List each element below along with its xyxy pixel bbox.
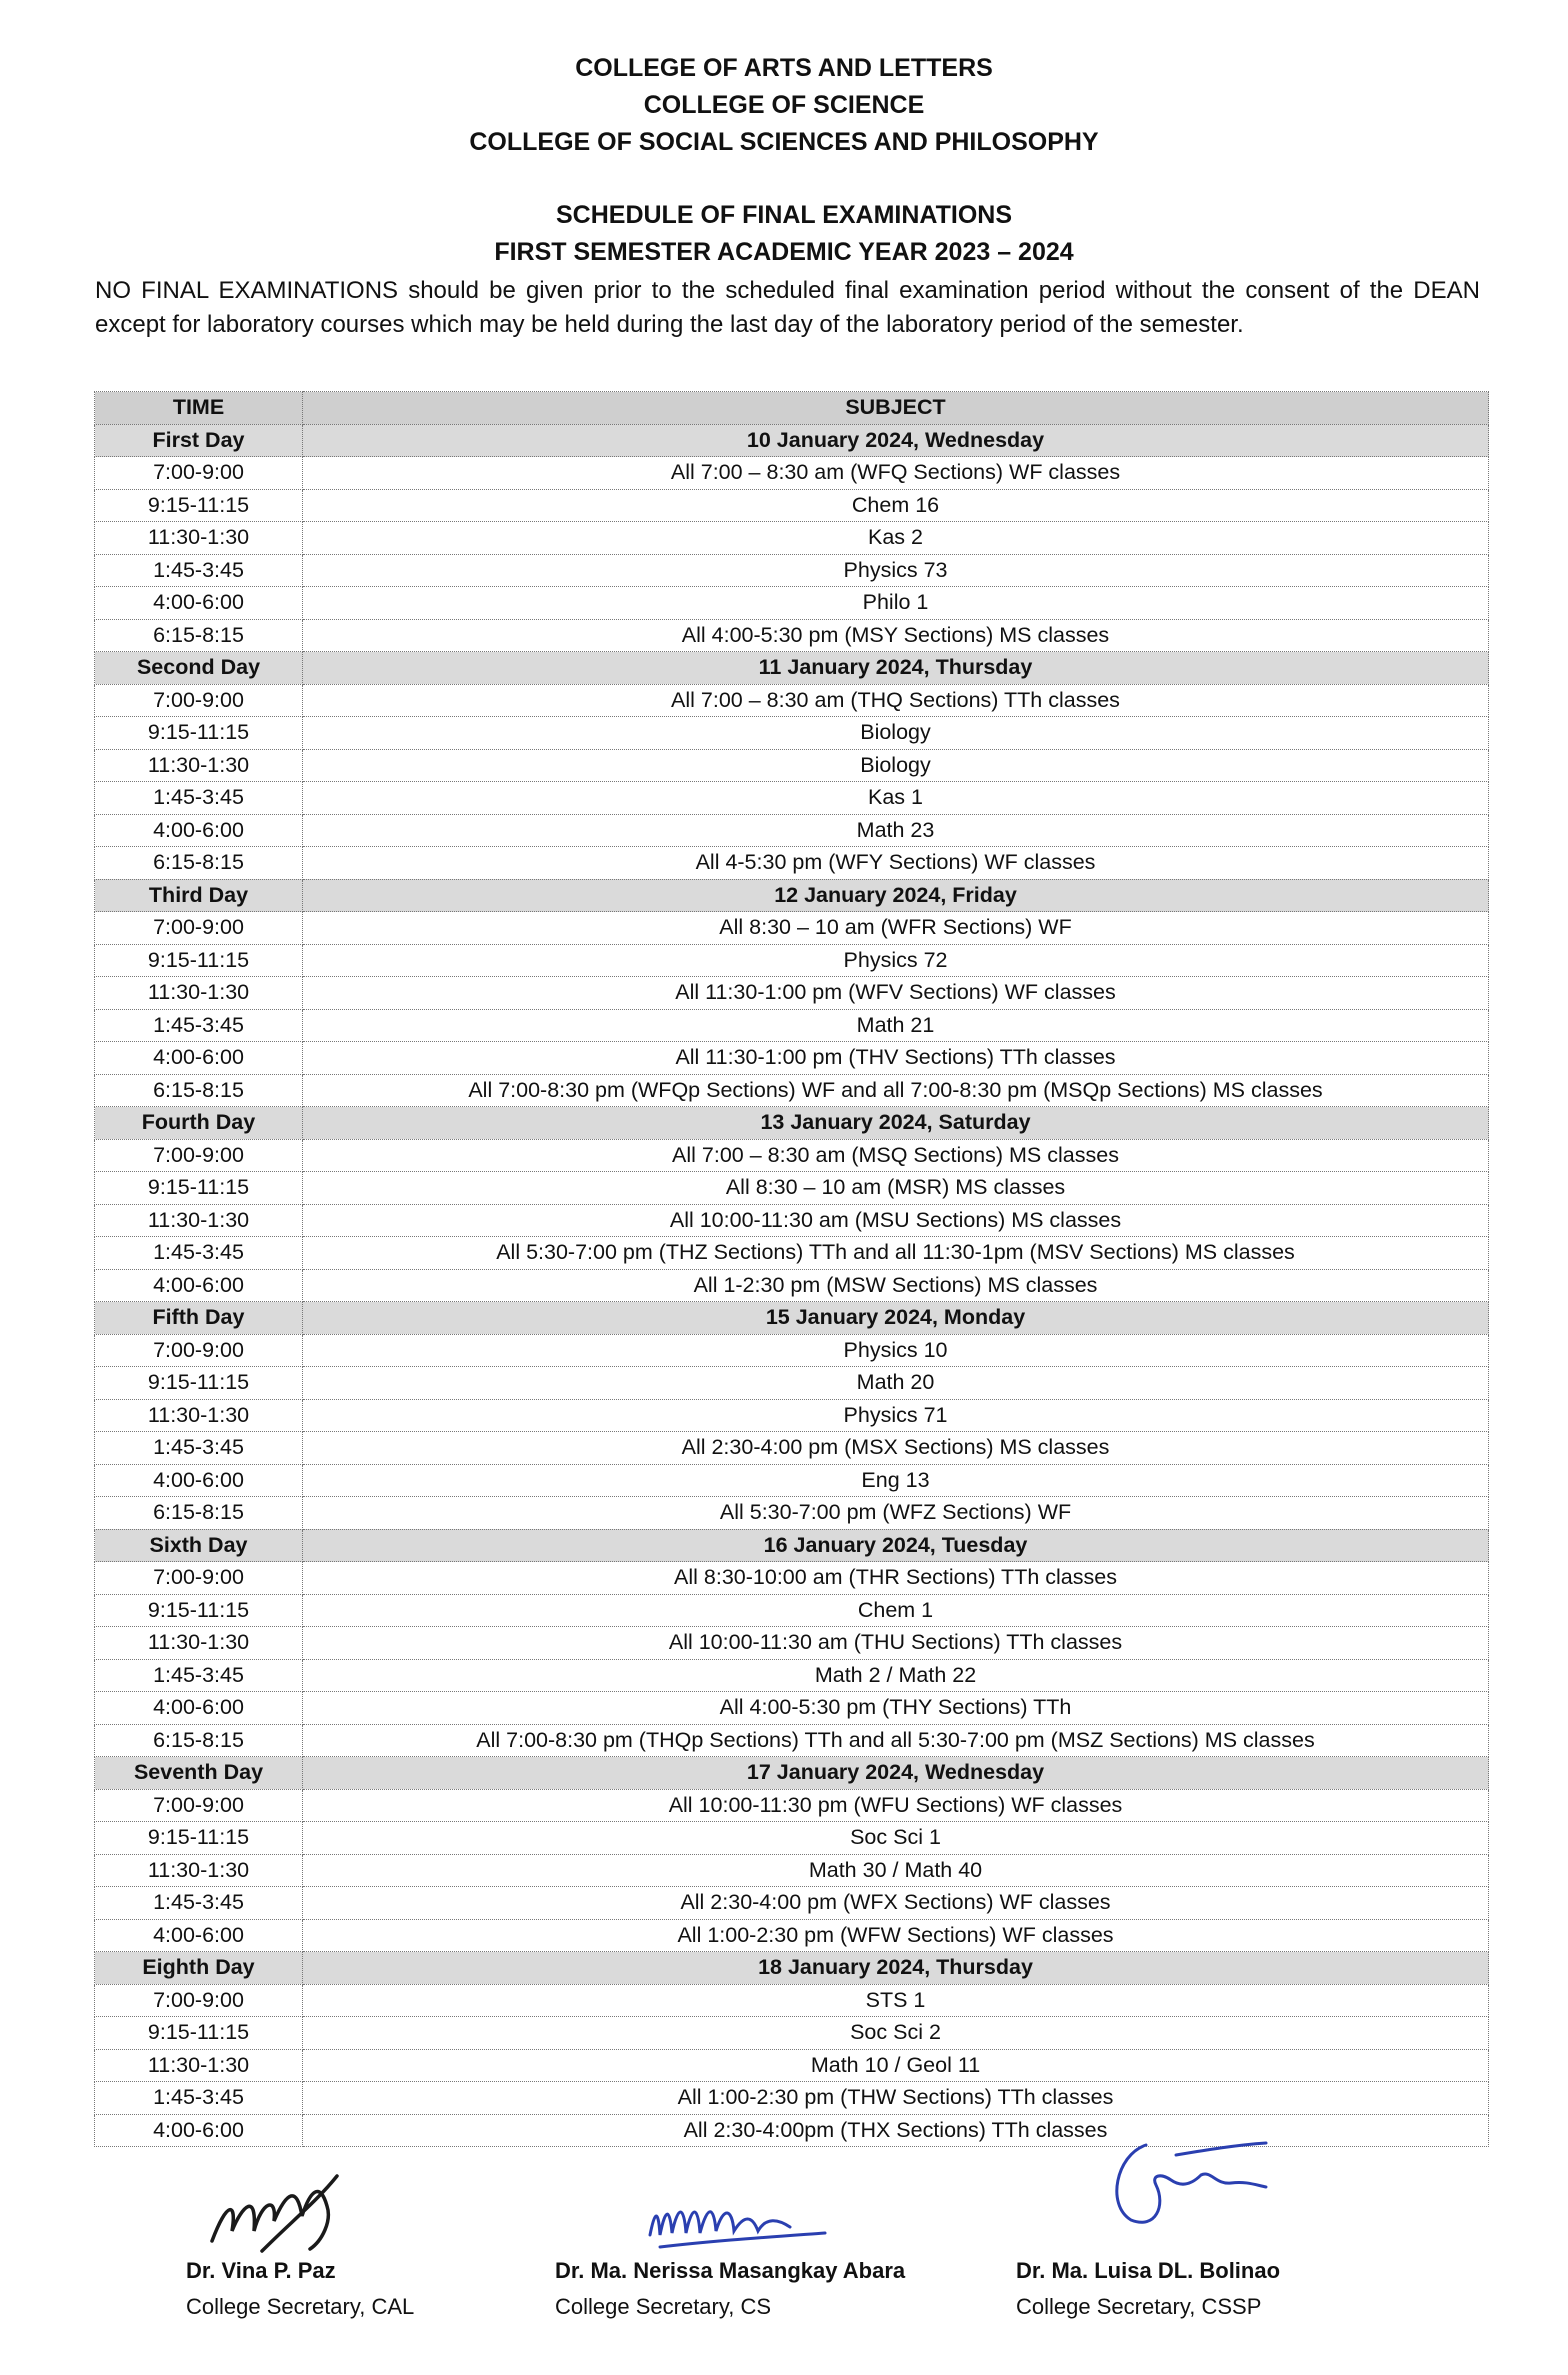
table-row <box>95 1692 1489 1725</box>
day-header-row <box>95 1302 1489 1335</box>
day-date: 16 January 2024, Tuesday <box>303 1529 1489 1562</box>
slot-subject: All 10:00-11:30 am (MSU Sections) MS classes <box>303 1204 1489 1237</box>
signature-cssp-image <box>1096 2125 1276 2245</box>
table-row <box>95 1594 1489 1627</box>
signatory-name: Dr. Vina P. Paz <box>186 2258 336 2283</box>
slot-subject: Soc Sci 1 <box>303 1822 1489 1855</box>
slot-time: 6:15-8:15 <box>95 1074 303 1107</box>
table-row <box>95 749 1489 782</box>
slot-subject: All 10:00-11:30 pm (WFU Sections) WF classes <box>303 1789 1489 1822</box>
table-row <box>95 1237 1489 1270</box>
table-row <box>95 1822 1489 1855</box>
table-row <box>95 684 1489 717</box>
slot-subject: Math 20 <box>303 1367 1489 1400</box>
table-row <box>95 1334 1489 1367</box>
slot-time: 7:00-9:00 <box>95 1139 303 1172</box>
table-row <box>95 1269 1489 1302</box>
slot-subject: All 4-5:30 pm (WFY Sections) WF classes <box>303 847 1489 880</box>
slot-time: 11:30-1:30 <box>95 749 303 782</box>
table-row <box>95 1042 1489 1075</box>
slot-subject: All 2:30-4:00 pm (MSX Sections) MS classes <box>303 1432 1489 1465</box>
table-row <box>95 1009 1489 1042</box>
slot-subject: Physics 10 <box>303 1334 1489 1367</box>
slot-time: 1:45-3:45 <box>95 1887 303 1920</box>
day-date: 17 January 2024, Wednesday <box>303 1757 1489 1790</box>
slot-time: 11:30-1:30 <box>95 1854 303 1887</box>
slot-subject: All 8:30 – 10 am (WFR Sections) WF <box>303 912 1489 945</box>
slot-time: 11:30-1:30 <box>95 522 303 555</box>
slot-time: 4:00-6:00 <box>95 1692 303 1725</box>
day-header-row <box>95 1529 1489 1562</box>
table-row <box>95 619 1489 652</box>
slot-subject: All 1-2:30 pm (MSW Sections) MS classes <box>303 1269 1489 1302</box>
slot-subject: Kas 1 <box>303 782 1489 815</box>
signatory-role: College Secretary, CAL <box>186 2294 415 2319</box>
signatory-name: Dr. Ma. Luisa DL. Bolinao <box>1016 2258 1281 2283</box>
slot-subject: Eng 13 <box>303 1464 1489 1497</box>
table-header-row <box>95 392 1489 425</box>
table-row <box>95 977 1489 1010</box>
exam-schedule-table <box>94 391 1489 2147</box>
subject-column-header: SUBJECT <box>303 392 1489 425</box>
schedule-body <box>95 424 1489 2147</box>
table-row <box>95 457 1489 490</box>
table-row <box>95 1399 1489 1432</box>
slot-time: 1:45-3:45 <box>95 554 303 587</box>
table-row <box>95 1074 1489 1107</box>
day-date: 13 January 2024, Saturday <box>303 1107 1489 1140</box>
slot-time: 6:15-8:15 <box>95 1497 303 1530</box>
college-name-1: COLLEGE OF ARTS AND LETTERS <box>575 54 993 82</box>
slot-subject: All 7:00-8:30 pm (WFQp Sections) WF and all 7:00-8:30 pm (MSQp Sections) MS classes <box>303 1074 1489 1107</box>
slot-time: 7:00-9:00 <box>95 1789 303 1822</box>
slot-time: 9:15-11:15 <box>95 1172 303 1205</box>
slot-subject: Math 21 <box>303 1009 1489 1042</box>
slot-subject: All 5:30-7:00 pm (WFZ Sections) WF <box>303 1497 1489 1530</box>
table-row <box>95 2114 1489 2147</box>
table-row <box>95 1139 1489 1172</box>
document-heading <box>0 50 1568 271</box>
slot-time: 11:30-1:30 <box>95 1204 303 1237</box>
slot-subject: Biology <box>303 717 1489 750</box>
college-name-2: COLLEGE OF SCIENCE <box>643 91 925 119</box>
slot-subject: Physics 73 <box>303 554 1489 587</box>
table-row <box>95 587 1489 620</box>
slot-time: 9:15-11:15 <box>95 1822 303 1855</box>
day-header-row <box>95 879 1489 912</box>
slot-time: 9:15-11:15 <box>95 1594 303 1627</box>
table-row <box>95 1432 1489 1465</box>
slot-time: 1:45-3:45 <box>95 1432 303 1465</box>
slot-time: 11:30-1:30 <box>95 1627 303 1660</box>
slot-subject: All 10:00-11:30 am (THU Sections) TTh classes <box>303 1627 1489 1660</box>
slot-subject: Physics 71 <box>303 1399 1489 1432</box>
slot-subject: All 1:00-2:30 pm (WFW Sections) WF classes <box>303 1919 1489 1952</box>
table-row <box>95 782 1489 815</box>
table-row <box>95 1789 1489 1822</box>
table-row <box>95 1204 1489 1237</box>
slot-time: 9:15-11:15 <box>95 944 303 977</box>
table-row <box>95 1887 1489 1920</box>
day-date: 12 January 2024, Friday <box>303 879 1489 912</box>
slot-subject: All 8:30-10:00 am (THR Sections) TTh classes <box>303 1562 1489 1595</box>
slot-subject: All 4:00-5:30 pm (THY Sections) TTh <box>303 1692 1489 1725</box>
table-row <box>95 1562 1489 1595</box>
slot-time: 11:30-1:30 <box>95 977 303 1010</box>
signatory-name: Dr. Ma. Nerissa Masangkay Abara <box>555 2258 906 2283</box>
slot-time: 7:00-9:00 <box>95 1984 303 2017</box>
day-label: Eighth Day <box>95 1952 303 1985</box>
table-row <box>95 554 1489 587</box>
document-subtitle: FIRST SEMESTER ACADEMIC YEAR 2023 – 2024 <box>494 238 1074 266</box>
slot-subject: All 1:00-2:30 pm (THW Sections) TTh classes <box>303 2082 1489 2115</box>
slot-subject: All 7:00 – 8:30 am (MSQ Sections) MS classes <box>303 1139 1489 1172</box>
slot-time: 7:00-9:00 <box>95 912 303 945</box>
slot-time: 1:45-3:45 <box>95 1237 303 1270</box>
slot-time: 6:15-8:15 <box>95 847 303 880</box>
day-header-row <box>95 1757 1489 1790</box>
table-row <box>95 1627 1489 1660</box>
slot-time: 6:15-8:15 <box>95 1724 303 1757</box>
slot-subject: All 7:00 – 8:30 am (THQ Sections) TTh classes <box>303 684 1489 717</box>
slot-subject: Math 2 / Math 22 <box>303 1659 1489 1692</box>
exam-notice: NO FINAL EXAMINATIONS should be given prior to the scheduled final examination period without the consent of the DEAN except for laboratory courses which may be held during the last day of the laboratory period of the semester. <box>95 277 1480 338</box>
slot-time: 4:00-6:00 <box>95 1269 303 1302</box>
day-header-row <box>95 424 1489 457</box>
slot-subject: All 4:00-5:30 pm (MSY Sections) MS classes <box>303 619 1489 652</box>
day-date: 15 January 2024, Monday <box>303 1302 1489 1335</box>
slot-subject: Math 23 <box>303 814 1489 847</box>
slot-time: 1:45-3:45 <box>95 1659 303 1692</box>
slot-subject: All 8:30 – 10 am (MSR) MS classes <box>303 1172 1489 1205</box>
slot-time: 6:15-8:15 <box>95 619 303 652</box>
slot-subject: STS 1 <box>303 1984 1489 2017</box>
signatories-block <box>0 2165 1568 2325</box>
table-row <box>95 912 1489 945</box>
table-row <box>95 847 1489 880</box>
slot-subject: Soc Sci 2 <box>303 2017 1489 2050</box>
table-row <box>95 1172 1489 1205</box>
slot-subject: Philo 1 <box>303 587 1489 620</box>
slot-subject: All 11:30-1:00 pm (THV Sections) TTh classes <box>303 1042 1489 1075</box>
table-row <box>95 1919 1489 1952</box>
slot-time: 7:00-9:00 <box>95 1334 303 1367</box>
slot-time: 1:45-3:45 <box>95 1009 303 1042</box>
slot-time: 4:00-6:00 <box>95 1919 303 1952</box>
college-name-3: COLLEGE OF SOCIAL SCIENCES AND PHILOSOPHY <box>469 128 1099 156</box>
day-date: 18 January 2024, Thursday <box>303 1952 1489 1985</box>
slot-time: 1:45-3:45 <box>95 782 303 815</box>
slot-time: 9:15-11:15 <box>95 717 303 750</box>
day-label: Second Day <box>95 652 303 685</box>
day-header-row <box>95 1952 1489 1985</box>
slot-subject: Math 10 / Geol 11 <box>303 2049 1489 2082</box>
slot-subject: Physics 72 <box>303 944 1489 977</box>
slot-time: 9:15-11:15 <box>95 2017 303 2050</box>
slot-subject: All 5:30-7:00 pm (THZ Sections) TTh and all 11:30-1pm (MSV Sections) MS classes <box>303 1237 1489 1270</box>
slot-time: 4:00-6:00 <box>95 814 303 847</box>
slot-subject: Chem 16 <box>303 489 1489 522</box>
day-date: 11 January 2024, Thursday <box>303 652 1489 685</box>
slot-subject: Biology <box>303 749 1489 782</box>
slot-subject: Kas 2 <box>303 522 1489 555</box>
table-row <box>95 2049 1489 2082</box>
signatory-role: College Secretary, CS <box>555 2294 772 2319</box>
day-label: Fourth Day <box>95 1107 303 1140</box>
table-row <box>95 1659 1489 1692</box>
day-label: Fifth Day <box>95 1302 303 1335</box>
document-title: SCHEDULE OF FINAL EXAMINATIONS <box>555 201 1013 229</box>
slot-time: 4:00-6:00 <box>95 2114 303 2147</box>
slot-subject: All 11:30-1:00 pm (WFV Sections) WF classes <box>303 977 1489 1010</box>
slot-subject: Math 30 / Math 40 <box>303 1854 1489 1887</box>
day-label: Sixth Day <box>95 1529 303 1562</box>
table-row <box>95 2082 1489 2115</box>
slot-subject: All 7:00-8:30 pm (THQp Sections) TTh and all 5:30-7:00 pm (MSZ Sections) MS classes <box>303 1724 1489 1757</box>
day-label: First Day <box>95 424 303 457</box>
table-row <box>95 1984 1489 2017</box>
day-label: Seventh Day <box>95 1757 303 1790</box>
table-row <box>95 717 1489 750</box>
slot-subject: All 7:00 – 8:30 am (WFQ Sections) WF classes <box>303 457 1489 490</box>
slot-subject: All 2:30-4:00pm (THX Sections) TTh classes <box>303 2114 1489 2147</box>
table-row <box>95 1464 1489 1497</box>
table-row <box>95 1854 1489 1887</box>
slot-time: 4:00-6:00 <box>95 587 303 620</box>
slot-time: 4:00-6:00 <box>95 1042 303 1075</box>
table-row <box>95 2017 1489 2050</box>
slot-time: 7:00-9:00 <box>95 1562 303 1595</box>
table-row <box>95 944 1489 977</box>
table-row <box>95 814 1489 847</box>
slot-time: 7:00-9:00 <box>95 457 303 490</box>
slot-time: 1:45-3:45 <box>95 2082 303 2115</box>
table-row <box>95 489 1489 522</box>
signature-cs-image <box>640 2175 840 2265</box>
table-row <box>95 1367 1489 1400</box>
slot-time: 11:30-1:30 <box>95 1399 303 1432</box>
slot-time: 11:30-1:30 <box>95 2049 303 2082</box>
slot-subject: All 2:30-4:00 pm (WFX Sections) WF classes <box>303 1887 1489 1920</box>
slot-subject: Chem 1 <box>303 1594 1489 1627</box>
day-label: Third Day <box>95 879 303 912</box>
slot-time: 9:15-11:15 <box>95 489 303 522</box>
table-row <box>95 1724 1489 1757</box>
slot-time: 4:00-6:00 <box>95 1464 303 1497</box>
day-date: 10 January 2024, Wednesday <box>303 424 1489 457</box>
slot-time: 9:15-11:15 <box>95 1367 303 1400</box>
signature-cal-image <box>202 2161 362 2271</box>
table-row <box>95 522 1489 555</box>
day-header-row <box>95 652 1489 685</box>
time-column-header: TIME <box>95 392 303 425</box>
slot-time: 7:00-9:00 <box>95 684 303 717</box>
table-row <box>95 1497 1489 1530</box>
day-header-row <box>95 1107 1489 1140</box>
signatory-role: College Secretary, CSSP <box>1016 2294 1262 2319</box>
